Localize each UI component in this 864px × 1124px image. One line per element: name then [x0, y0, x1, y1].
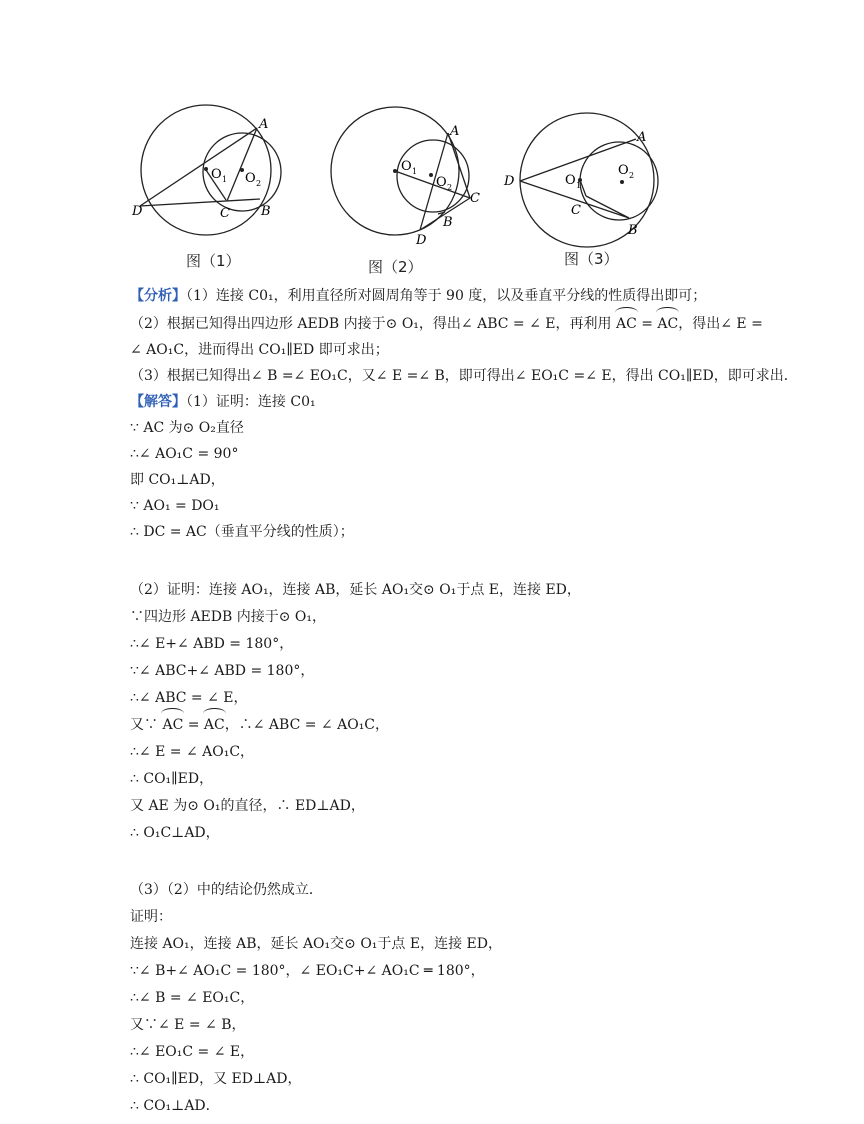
proof2-line-7: ∴∠ E = ∠ AO₁C，	[130, 744, 255, 760]
analysis-tag: 【分析】	[130, 288, 186, 304]
arc-equals: =	[636, 316, 658, 332]
figure-2	[330, 108, 490, 278]
fig2-label-c: C	[470, 191, 480, 206]
fig3-label-c: C	[571, 203, 581, 218]
fig2-label-o1: O	[401, 159, 412, 174]
fig1-label-o2-sub: 2	[256, 179, 262, 188]
proof3-line-7: ∴∠ EO₁C = ∠ E，	[130, 1044, 255, 1060]
proof1-line-5: ∴ DC = AC（垂直平分线的性质）；	[130, 524, 354, 540]
proof2-line-2: ∵四边形 AEDB 内接于⊙ O₁，	[130, 609, 327, 625]
arc-equals-2: =	[183, 717, 204, 733]
proof3-line-3: 连接 AO₁，连接 AB，延长 AO₁交⊙ O₁于点 E，连接 ED，	[130, 936, 502, 952]
proof3-line-2: 证明：	[130, 909, 172, 925]
proof1-line-2: ∴∠ AO₁C = 90°	[130, 446, 239, 462]
proof1-line-4: ∵ AO₁ = DO₁	[130, 498, 220, 514]
fig3-label-o1-sub: 1	[576, 181, 582, 190]
fig2-label-a: A	[450, 124, 460, 139]
analysis-text-2b: ，得出∠ E =	[678, 316, 763, 332]
fig3-label-o1: O	[565, 173, 576, 188]
fig3-label-b: B	[628, 223, 638, 238]
fig3-label-d: D	[504, 174, 515, 189]
fig3-label-o2-sub: 2	[629, 171, 635, 180]
proof2-text-6a: 又∵	[130, 717, 163, 733]
figure-1-caption: 图（1）	[186, 252, 241, 270]
analysis-line-1	[130, 286, 706, 306]
figure-1	[130, 108, 290, 268]
figure-1-drawing	[130, 108, 290, 248]
analysis-line-3: ∠ AO₁C，进而得出 CO₁∥ED 即可求出；	[130, 342, 389, 358]
proof2-line-10: ∴ O₁C⊥AD，	[130, 825, 220, 841]
fig2-label-o2: O	[436, 175, 447, 190]
proof1-line-1: ∵ AC 为⊙ O₂直径	[130, 420, 244, 436]
proof2-line-5: ∴∠ ABC = ∠ E，	[130, 690, 248, 706]
proof2-line-4: ∵∠ ABC+∠ ABD = 180°，	[130, 663, 315, 679]
solution-text-1: （1）证明：连接 C0₁	[186, 394, 316, 410]
proof3-line-1: （3）（2）中的结论仍然成立．	[130, 882, 323, 898]
proof3-line-9: ∴ CO₁⊥AD．	[130, 1098, 220, 1114]
proof2-text-6b: ，∴∠ ABC = ∠ AO₁C，	[224, 717, 390, 733]
solution-tag: 【解答】	[130, 394, 186, 410]
fig1-label-c: C	[220, 206, 230, 221]
analysis-text-1: （1）连接 C0₁，利用直径所对圆周角等于 90 度，以及垂直平分线的性质得出即可；	[186, 288, 707, 304]
proof2-line-6	[130, 715, 389, 735]
figure-3-caption: 图（3）	[564, 250, 619, 268]
fig1-label-d: D	[132, 204, 143, 219]
fig2-label-o1-sub: 1	[412, 167, 418, 176]
fig1-label-o1-sub: 1	[222, 175, 228, 184]
proof2-line-8: ∴ CO₁∥ED，	[130, 771, 214, 787]
fig2-label-o2-sub: 2	[447, 183, 453, 192]
figure-2-drawing	[330, 108, 490, 253]
figure-3-drawing	[504, 108, 674, 248]
fig1-label-a: A	[259, 117, 269, 132]
fig1-label-o1: O	[211, 167, 222, 182]
proof2-line-9: 又 AE 为⊙ O₁的直径，∴ ED⊥AD，	[130, 798, 365, 814]
fig3-label-o2: O	[618, 163, 629, 178]
arc-ac-2: AC	[657, 316, 679, 332]
proof3-line-6: 又∵∠ E = ∠ B，	[130, 1017, 246, 1033]
proof3-line-5: ∴∠ B = ∠ EO₁C，	[130, 990, 255, 1006]
fig2-label-b: B	[443, 215, 453, 230]
proof3-line-8: ∴ CO₁∥ED，又 ED⊥AD，	[130, 1071, 302, 1087]
fig1-label-b: B	[261, 204, 271, 219]
fig1-label-o2: O	[245, 171, 256, 186]
fig3-label-a: A	[637, 130, 647, 145]
proof2-line-1: （2）证明：连接 AO₁，连接 AB，延长 AO₁交⊙ O₁于点 E，连接 ED，	[130, 582, 581, 598]
analysis-text-2a: （2）根据已知得出四边形 AEDB 内接于⊙ O₁，得出∠ ABC = ∠ E，再利用	[130, 316, 616, 332]
solution-line-1	[130, 392, 316, 412]
arc-ac-1: AC	[615, 316, 637, 332]
figures-area	[130, 108, 690, 278]
proof3-line-4: ∵∠ B+∠ AO₁C = 180°，∠ EO₁C+∠ AO₁C ═ 180°，	[130, 963, 485, 979]
arc-ac-4: AC	[203, 717, 225, 733]
arc-ac-3: AC	[162, 717, 184, 733]
analysis-line-4: （3）根据已知得出∠ B =∠ EO₁C，又∠ E =∠ B，即可得出∠ EO₁C =∠ E，得出 CO₁∥ED，即可求出．	[130, 368, 798, 384]
analysis-line-2	[130, 314, 763, 334]
proof2-line-3: ∴∠ E+∠ ABD = 180°，	[130, 636, 294, 652]
proof1-line-3: 即 CO₁⊥AD，	[130, 472, 225, 488]
figure-2-caption: 图（2）	[368, 258, 423, 276]
figure-3	[504, 108, 674, 273]
fig2-label-d: D	[416, 233, 427, 248]
